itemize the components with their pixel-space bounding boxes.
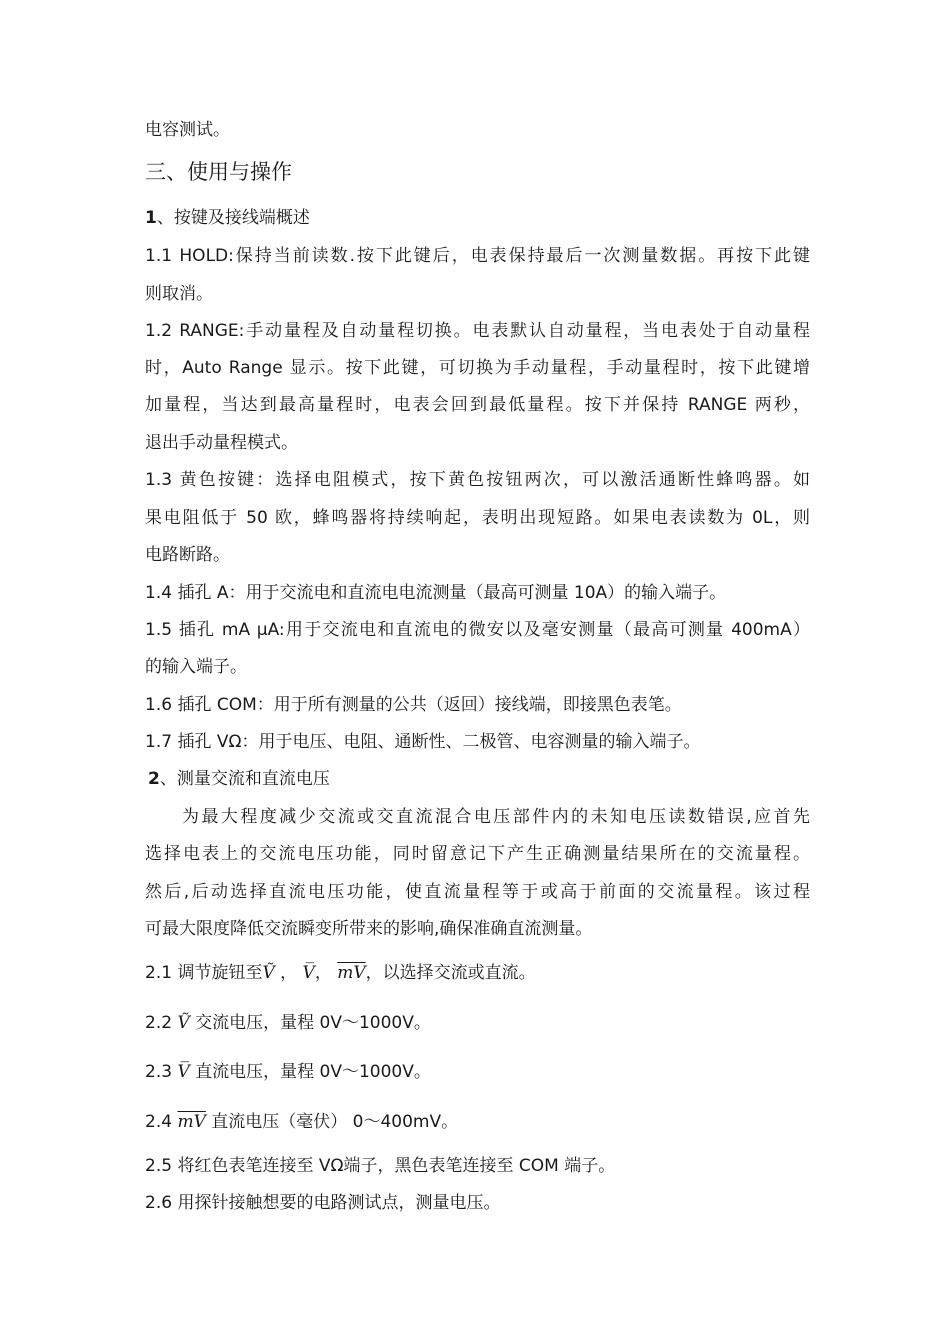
- text-line: 果电阻低于 50 欧，蜂鸣器将持续响起，表明出现短路。如果电表读数为 0L，则: [145, 508, 810, 528]
- text-line: 1.6 插孔 COM：用于所有测量的公共（返回）接线端，即接黑色表笔。: [145, 695, 682, 715]
- line-prefix: 2.3: [145, 1062, 173, 1082]
- separator: ，: [314, 963, 332, 983]
- millivolt-symbol: $\overline{mV}$: [177, 1112, 206, 1132]
- text-line: 电路断路。: [145, 545, 230, 565]
- subsection-heading-1: [145, 206, 810, 230]
- separator: ，: [274, 963, 298, 983]
- text-line: 1.1 HOLD:保持当前读数.按下此键后，电表保持最后一次测量数据。再按下此键: [145, 246, 810, 266]
- text-line: 1.3 黄色按键：选择电阻模式，按下黄色按钮两次，可以激活通断性蜂鸣器。如: [145, 470, 810, 490]
- dc-voltage-symbol: V̅: [177, 1062, 190, 1082]
- paragraph-line: 然后,后动选择直流电压功能，使直流量程等于或高于前面的交流量程。该过程: [145, 882, 810, 902]
- subsection-title: 、按键及接线端概述: [156, 208, 310, 228]
- subsection-number: 2: [148, 769, 160, 789]
- line-suffix: 交流电压，量程 0V～1000V。: [195, 1013, 431, 1033]
- text-line: 1.7 插孔 VΩ：用于电压、电阻、通断性、二极管、电容测量的输入端子。: [145, 732, 701, 752]
- line-prefix: 2.1 调节旋钮至: [145, 963, 263, 983]
- millivolt-symbol: $\overline{mV}$: [337, 963, 366, 983]
- line-prefix: 2.2: [145, 1013, 173, 1033]
- text-line-2-4: [145, 1110, 810, 1134]
- text-line: 1.4 插孔 A：用于交流电和直流电电流测量（最高可测量 10A）的输入端子。: [145, 583, 727, 603]
- section-heading: 三、使用与操作: [145, 160, 292, 184]
- dc-voltage-symbol: V̅: [302, 963, 315, 983]
- text-line: 的输入端子。: [145, 657, 247, 677]
- paragraph-line: 选择电表上的交流电压功能，同时留意记下产生正确测量结果所在的交流量程。: [145, 844, 810, 864]
- text-line: 则取消。: [145, 284, 213, 304]
- text-line: 2.6 用探针接触想要的电路测试点，测量电压。: [145, 1193, 501, 1213]
- line-prefix: 2.4: [145, 1112, 173, 1132]
- text-line: 2.5 将红色表笔连接至 VΩ端子，黑色表笔连接至 COM 端子。: [145, 1156, 616, 1176]
- line-suffix: ，以选择交流或直流。: [365, 963, 536, 983]
- text-line: 1.2 RANGE:手动量程及自动量程切换。电表默认自动量程，当电表处于自动量程: [145, 321, 810, 341]
- text-line: 时，Auto Range 显示。按下此键，可切换为手动量程，手动量程时，按下此键增: [145, 358, 810, 378]
- paragraph-line: 可最大限度降低交流瞬变所带来的影响,确保准确直流测量。: [145, 919, 593, 939]
- paragraph-line: 为最大程度减少交流或交直流混合电压部件内的未知电压读数错误,应首先: [182, 807, 810, 827]
- text-line-2-1: [145, 961, 810, 985]
- ac-voltage-symbol: Ṽ: [177, 1013, 190, 1033]
- ac-voltage-symbol: Ṽ: [262, 963, 275, 983]
- subsection-number: 1: [145, 208, 157, 228]
- text-line: 电容测试。: [145, 120, 230, 140]
- text-line-2-3: [145, 1060, 810, 1084]
- text-line: 退出手动量程模式。: [145, 433, 298, 453]
- line-suffix: 直流电压（毫伏） 0～400mV。: [211, 1112, 459, 1132]
- text-line: 1.5 插孔 mA μA:用于交流电和直流电的微安以及毫安测量（最高可测量 400mA）: [145, 620, 810, 640]
- text-line: 加量程，当达到最高量程时，电表会回到最低量程。按下并保持 RANGE 两秒，: [145, 395, 810, 415]
- text-line-2-2: [145, 1011, 810, 1035]
- subsection-heading-2: [148, 767, 813, 791]
- line-suffix: 直流电压，量程 0V～1000V。: [195, 1062, 431, 1082]
- subsection-title: 、测量交流和直流电压: [159, 769, 330, 789]
